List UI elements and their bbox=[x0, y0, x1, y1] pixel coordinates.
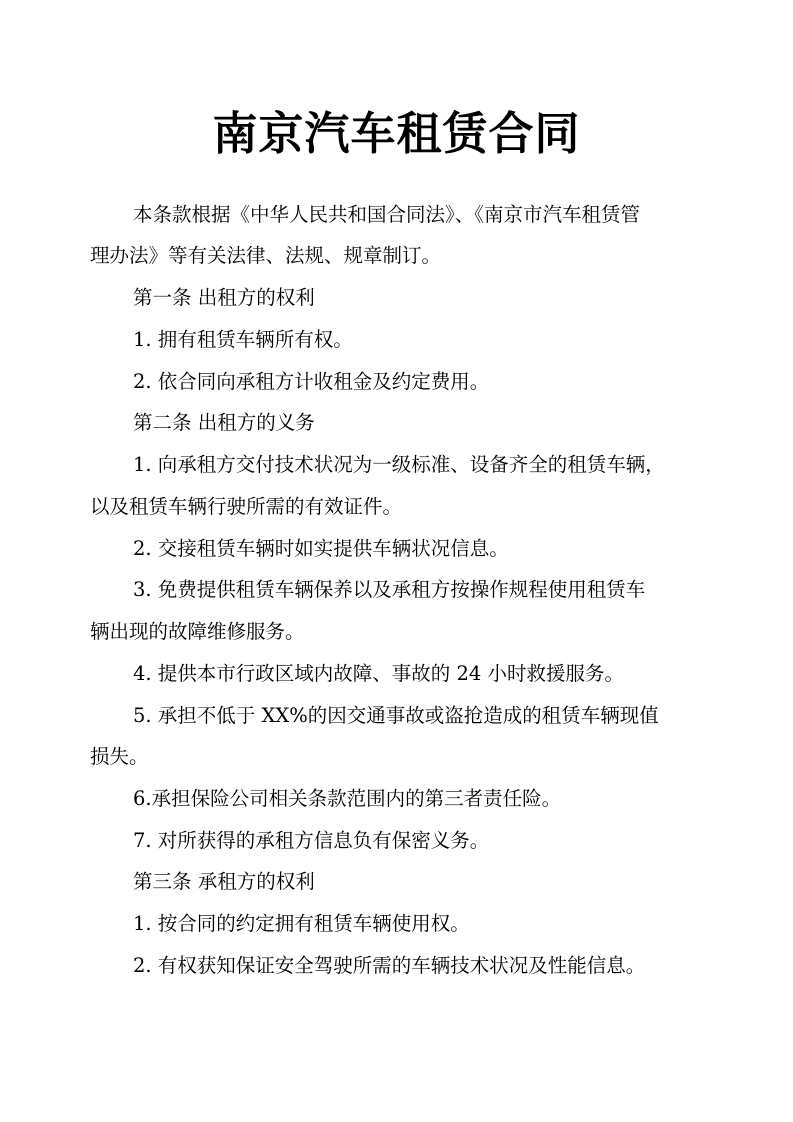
article-3-heading: 第三条 承租方的权利 bbox=[133, 870, 315, 893]
article-2-item-5-line-1: 5. 承担不低于 XX%的因交通事故或盗抢造成的租赁车辆现值 bbox=[133, 704, 659, 727]
article-1-heading: 第一条 出租方的权利 bbox=[133, 286, 315, 309]
article-1-item-1: 1. 拥有租赁车辆所有权。 bbox=[133, 328, 353, 351]
article-2-item-4: 4. 提供本市行政区域内故障、事故的 24 小时救援服务。 bbox=[133, 662, 625, 685]
article-2-item-3-line-1: 3. 免费提供租赁车辆保养以及承租方按操作规程使用租赁车 bbox=[133, 578, 646, 601]
article-2-item-1-line-2: 以及租赁车辆行驶所需的有效证件。 bbox=[90, 495, 403, 518]
intro-line-1: 本条款根据《中华人民共和国合同法》、《南京市汽车租赁管 bbox=[133, 203, 641, 226]
intro-line-2: 理办法》等有关法律、法规、规章制订。 bbox=[90, 244, 442, 267]
article-2-item-3-line-2: 辆出现的故障维修服务。 bbox=[90, 620, 305, 643]
article-2-item-6: 6.承担保险公司相关条款范围内的第三者责任险。 bbox=[133, 787, 562, 810]
article-2-item-5-line-2: 损失。 bbox=[90, 745, 149, 768]
article-2-item-2: 2. 交接租赁车辆时如实提供车辆状况信息。 bbox=[133, 537, 509, 560]
article-1-item-2: 2. 依合同向承租方计收租金及约定费用。 bbox=[133, 370, 490, 393]
document-title: 南京汽车租赁合同 bbox=[212, 107, 581, 160]
article-2-heading: 第二条 出租方的义务 bbox=[133, 411, 315, 434]
article-3-item-1: 1. 按合同的约定拥有租赁车辆使用权。 bbox=[133, 912, 470, 935]
article-3-item-2: 2. 有权获知保证安全驾驶所需的车辆技术状况及性能信息。 bbox=[133, 954, 646, 977]
article-2-item-7: 7. 对所获得的承租方信息负有保密义务。 bbox=[133, 829, 490, 852]
article-2-item-1-line-1: 1. 向承租方交付技术状况为一级标准、设备齐全的租赁车辆， bbox=[133, 453, 665, 476]
